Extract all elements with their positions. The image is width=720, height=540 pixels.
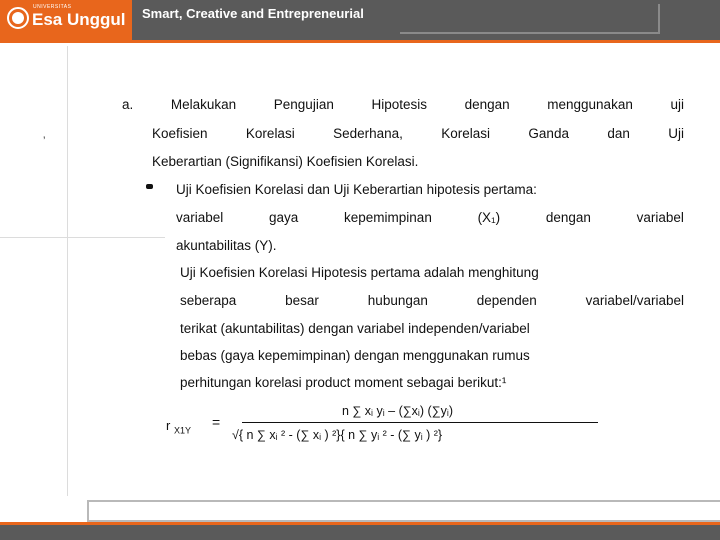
word: Uji — [668, 126, 684, 141]
paragraph-line-4: bebas (gaya kepemimpinan) dengan menggunakan rumus — [180, 348, 530, 363]
text-line-3: Keberartian (Signifikansi) Koefisien Korelasi. — [152, 154, 419, 169]
word: Ganda — [528, 126, 569, 141]
formula-denominator: √{ n ∑ xᵢ ² - (∑ xᵢ ) ²}{ n ∑ yᵢ ² - (∑ yᵢ ) ²} — [232, 428, 443, 442]
word: kepemimpinan — [344, 210, 432, 225]
word: dependen — [476, 293, 537, 308]
word: variabel — [176, 210, 224, 225]
word: besar — [285, 293, 319, 308]
paragraph-line-2 — [180, 293, 684, 308]
word: Pengujian — [273, 97, 334, 112]
logo — [0, 0, 132, 40]
logo-emblem-icon — [7, 7, 29, 29]
formula-r: r — [166, 418, 171, 433]
left-divider-line — [0, 237, 165, 238]
word: gaya — [269, 210, 299, 225]
paragraph-line-1: Uji Koefisien Korelasi Hipotesis pertama adalah menghitung — [180, 265, 539, 280]
word: Hipotesis — [371, 97, 427, 112]
footer-bar — [0, 522, 720, 540]
logo-name: Esa Unggul — [32, 10, 126, 29]
word: seberapa — [180, 293, 237, 308]
word: dengan — [464, 97, 510, 112]
logo-small-text: UNIVERSITAS — [33, 4, 72, 10]
word: dan — [607, 126, 630, 141]
header-frame-decoration — [400, 4, 660, 34]
word: Melakukan — [170, 97, 237, 112]
bullet-line-2 — [176, 210, 684, 225]
formula-fraction-bar — [242, 422, 598, 423]
text-line-2 — [152, 126, 684, 141]
formula-subscript: X1Y — [173, 425, 191, 436]
word: dengan — [545, 210, 591, 225]
word: a. — [122, 97, 134, 112]
word: hubungan — [367, 293, 428, 308]
word: (X₁) — [477, 210, 501, 225]
formula-lhs — [166, 418, 191, 436]
left-frame-line — [67, 46, 68, 496]
paragraph-line-3: terikat (akuntabilitas) dengan variabel independen/variabel — [180, 321, 530, 336]
formula-equals: = — [212, 414, 221, 430]
word: Sederhana, — [333, 126, 403, 141]
word: Korelasi — [441, 126, 491, 141]
word: Koefisien — [152, 126, 208, 141]
header-accent-line — [0, 40, 720, 43]
stray-mark: ’ — [43, 135, 46, 147]
footer-frame — [87, 500, 720, 522]
paragraph-line-5: perhitungan korelasi product moment sebagai berikut:¹ — [180, 375, 507, 390]
word: variabel/variabel — [585, 293, 684, 308]
bullet-line-1: Uji Koefisien Korelasi dan Uji Keberartian hipotesis pertama: — [176, 182, 537, 197]
word: Korelasi — [245, 126, 295, 141]
tagline: Smart, Creative and Entrepreneurial — [142, 6, 364, 21]
header-bar — [0, 0, 720, 40]
bullet-icon — [146, 184, 153, 189]
text-line-1 — [122, 97, 684, 112]
word: menggunakan — [547, 97, 633, 112]
bullet-line-3: akuntabilitas (Y). — [176, 238, 277, 253]
word: uji — [670, 97, 684, 112]
word: variabel — [636, 210, 684, 225]
formula-numerator: n ∑ xᵢ yᵢ – (∑xᵢ) (∑yᵢ) — [342, 404, 453, 418]
